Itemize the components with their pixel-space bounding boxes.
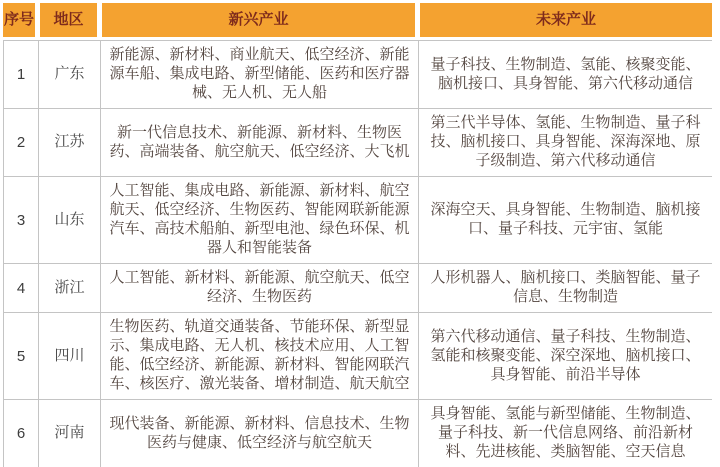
emerging-industries-cell: 生物医药、轨道交通装备、节能环保、新型显示、集成电路、无人机、核技术应用、人工智能、低空经济、新能源、新材料、智能网联汽车、核医疗、激光装备、增材制造、航天航空: [101, 313, 419, 400]
emerging-industries-cell: 人工智能、新材料、新能源、航空航天、低空经济、生物医药: [101, 264, 419, 313]
serial-cell: 4: [3, 264, 39, 313]
table-header-row: [3, 3, 712, 37]
region-cell: 山东: [39, 177, 101, 264]
future-industries-cell: 人形机器人、脑机接口、类脑智能、量子信息、生物制造: [419, 264, 712, 313]
region-cell: 广东: [39, 40, 101, 109]
table-row: [3, 264, 712, 313]
table-row: [3, 177, 712, 264]
emerging-industries-cell: 现代装备、新能源、新材料、信息技术、生物医药与健康、低空经济与航空航天: [101, 400, 419, 467]
emerging-industries-cell: 新一代信息技术、新能源、新材料、生物医药、高端装备、航空航天、低空经济、大飞机: [101, 109, 419, 177]
region-cell: 浙江: [39, 264, 101, 313]
future-industries-cell: 第三代半导体、氢能、生物制造、量子科技、脑机接口、具身智能、深海深地、原子级制造、第六代移动通信: [419, 109, 712, 177]
emerging-industries-cell: 人工智能、集成电路、新能源、新材料、航空航天、低空经济、生物医药、智能网联新能源汽车、高技术船舶、新型电池、绿色环保、机器人和智能装备: [101, 177, 419, 264]
table-row: [3, 40, 712, 109]
region-cell: 四川: [39, 313, 101, 400]
industries-table: [3, 3, 712, 467]
header-serial: 序号: [3, 3, 35, 37]
future-industries-cell: 具身智能、氢能与新型储能、生物制造、量子科技、新一代信息网络、前沿新材料、先进核能、类脑智能、空天信息: [419, 400, 712, 467]
header-future-industries: 未来产业: [420, 3, 712, 37]
region-cell: 江苏: [39, 109, 101, 177]
table-row: [3, 400, 712, 467]
future-industries-cell: 深海空天、具身智能、生物制造、脑机接口、量子科技、元宇宙、氢能: [419, 177, 712, 264]
emerging-industries-cell: 新能源、新材料、商业航天、低空经济、新能源车船、集成电路、新型储能、医药和医疗器械、无人机、无人船: [101, 40, 419, 109]
header-region: 地区: [40, 3, 97, 37]
future-industries-cell: 第六代移动通信、量子科技、生物制造、氢能和核聚变能、深空深地、脑机接口、具身智能、前沿半导体: [419, 313, 712, 400]
table-body: [3, 40, 712, 467]
serial-cell: 1: [3, 40, 39, 109]
serial-cell: 2: [3, 109, 39, 177]
serial-cell: 6: [3, 400, 39, 467]
table-row: [3, 313, 712, 400]
table-row: [3, 109, 712, 177]
future-industries-cell: 量子科技、生物制造、氢能、核聚变能、脑机接口、具身智能、第六代移动通信: [419, 40, 712, 109]
region-cell: 河南: [39, 400, 101, 467]
serial-cell: 3: [3, 177, 39, 264]
header-emerging-industries: 新兴产业: [102, 3, 415, 37]
serial-cell: 5: [3, 313, 39, 400]
